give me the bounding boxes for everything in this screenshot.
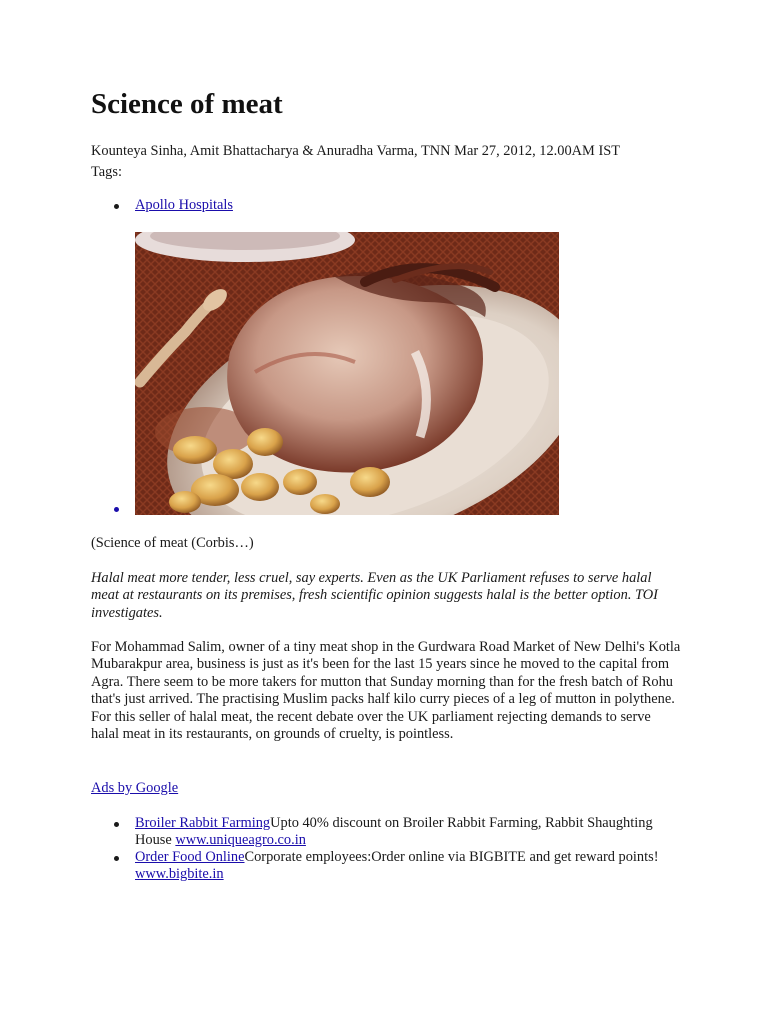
article-title: Science of meat	[91, 88, 283, 120]
photo-bullet	[114, 507, 119, 512]
ad-url-link[interactable]: www.bigbite.in	[135, 866, 224, 882]
ads-label[interactable]: Ads by Google	[91, 780, 179, 796]
ad-title-link[interactable]: Order Food Online	[135, 849, 245, 865]
article-photo[interactable]	[135, 232, 559, 515]
tag-list	[91, 197, 233, 214]
ad-description: Upto 40% discount on Broiler Rabbit Farming, Rabbit Shaughting House	[135, 815, 653, 848]
ads-by-google-link[interactable]	[91, 780, 178, 797]
article-body: For Mohammad Salim, owner of a tiny meat shop in the Gurdwara Road Market of New Delhi's Kotla Mubarakpur area, business is just as it's been for the last 15 years since he moved to the capital from Agra. There seem to be more takers for mutton that Sunday morning than for the fresh batch of Rohu that's just arrived. The practising Muslim packs half kilo curry pieces of a leg of mutton in polythene. For this seller of halal meat, the recent debate over the UK parliament rejecting demands to serve halal meat in its restaurants, on grounds of cruelty, is pointless.	[91, 639, 681, 743]
meat-photo-image	[135, 232, 559, 515]
photo-caption: (Science of meat (Corbis…)	[91, 535, 254, 551]
tag-item	[91, 197, 233, 214]
ad-url-link[interactable]: www.uniqueagro.co.in	[175, 832, 306, 848]
byline: Kounteya Sinha, Amit Bhattacharya & Anuradha Varma, TNN Mar 27, 2012, 12.00AM IST	[91, 143, 621, 159]
ad-item	[91, 849, 691, 883]
ad-description: Corporate employees:Order online via BIGBITE and get reward points!	[244, 849, 659, 865]
ad-title-link[interactable]: Broiler Rabbit Farming	[135, 815, 271, 831]
tags-label: Tags:	[91, 164, 122, 180]
article-intro: Halal meat more tender, less cruel, say experts. Even as the UK Parliament refuses to serve halal meat at restaurants on its premises, fresh scientific opinion suggests halal is the better option. TOI investigates.	[91, 570, 658, 621]
tag-link-apollo-hospitals[interactable]: Apollo Hospitals	[135, 197, 233, 213]
ad-list	[91, 815, 691, 883]
ad-item	[91, 815, 691, 849]
